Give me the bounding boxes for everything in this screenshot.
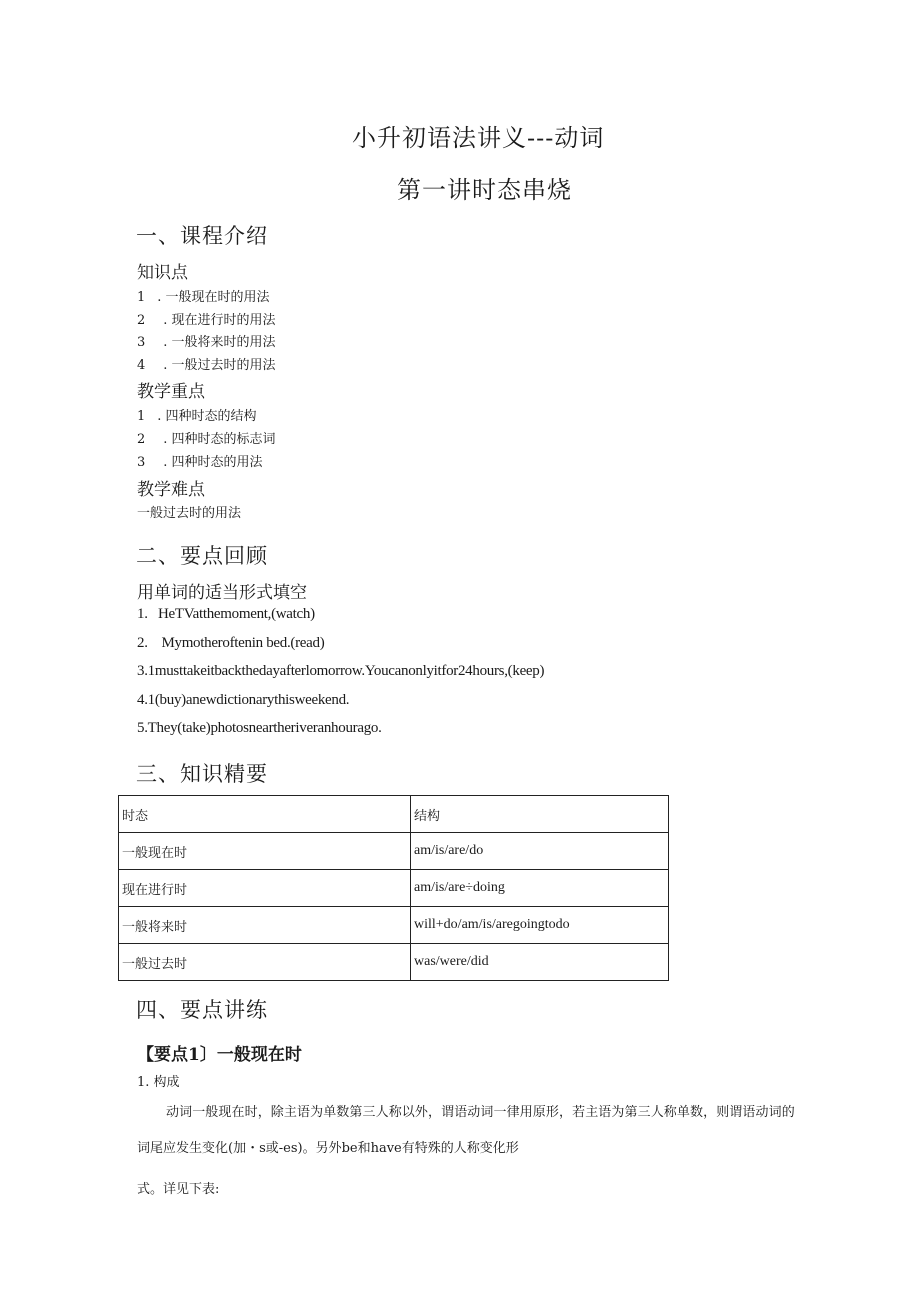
knowledge-item-number: 4 xyxy=(137,358,146,373)
table-row xyxy=(119,944,669,981)
point1-paragraph-line: 式。详见下表: xyxy=(137,1182,220,1197)
point1-paragraph-line: 词尾应发生变化(加・s或-es)。另外be和have有特殊的人称变化形 xyxy=(137,1141,519,1156)
section-heading-course-intro: 一、课程介绍 xyxy=(136,224,268,248)
table-header-cell: 结构 xyxy=(411,796,669,833)
focus-item-text: . 四种时态的标志词 xyxy=(163,432,276,447)
table-cell-tense: 一般现在时 xyxy=(119,833,411,870)
table-cell-tense: 一般过去时 xyxy=(119,944,411,981)
focus-item-text: . 四种时态的结构 xyxy=(157,409,257,424)
focus-item xyxy=(137,405,257,424)
exercise-item: 1. HeTVatthemoment,(watch) xyxy=(137,606,315,622)
table-header-row xyxy=(119,796,669,833)
document-subtitle: 第一讲时态串烧 xyxy=(397,176,572,204)
teaching-difficulty-text: 一般过去时的用法 xyxy=(137,506,242,521)
section-heading-practice: 四、要点讲练 xyxy=(136,998,268,1022)
knowledge-item-number: 1 xyxy=(137,290,146,305)
knowledge-item xyxy=(137,354,276,373)
document-title: 小升初语法讲义---动词 xyxy=(352,124,605,152)
table-row xyxy=(119,907,669,944)
table-cell-structure: am/is/are/do xyxy=(411,833,669,870)
knowledge-item xyxy=(137,331,276,350)
focus-item-number: 3 xyxy=(137,455,146,470)
table-header-cell: 时态 xyxy=(119,796,411,833)
teaching-focus-heading: 教学重点 xyxy=(137,382,205,402)
teaching-difficulty-heading: 教学难点 xyxy=(137,480,205,500)
exercise-item: 5.They(take)photosneartheriveranhourago. xyxy=(137,720,382,736)
focus-item-text: . 四种时态的用法 xyxy=(163,455,263,470)
table-row xyxy=(119,870,669,907)
section-heading-review: 二、要点回顾 xyxy=(136,544,268,568)
point1-paragraph-line: 动词一般现在时，除主语为单数第三人称以外，谓语动词一律用原形，若主语为第三人称单数，则谓语动词的 xyxy=(166,1105,795,1120)
knowledge-item-number: 2 xyxy=(137,313,146,328)
knowledge-item-text: . 现在进行时的用法 xyxy=(163,313,276,328)
knowledge-heading: 知识点 xyxy=(137,263,188,283)
table-cell-structure: was/were/did xyxy=(411,944,669,981)
focus-item-number: 2 xyxy=(137,432,146,447)
table-cell-structure: will+do/am/is/aregoingtodo xyxy=(411,907,669,944)
table-cell-tense: 一般将来时 xyxy=(119,907,411,944)
point1-subheading: 1. 构成 xyxy=(137,1075,180,1090)
focus-item xyxy=(137,428,276,447)
table-row xyxy=(119,833,669,870)
focus-item xyxy=(137,451,263,470)
knowledge-item-number: 3 xyxy=(137,335,146,350)
exercise-item: 3.1musttakeitbackthedayafterlomorrow.Youcanonlyitfor24hours,(keep) xyxy=(137,663,545,679)
knowledge-item-text: . 一般将来时的用法 xyxy=(163,335,276,350)
knowledge-item xyxy=(137,309,276,328)
knowledge-item-text: . 一般现在时的用法 xyxy=(157,290,270,305)
tense-structure-table xyxy=(118,795,669,981)
fill-in-instruction: 用单词的适当形式填空 xyxy=(137,583,307,603)
knowledge-item xyxy=(137,286,270,305)
table-cell-tense: 现在进行时 xyxy=(119,870,411,907)
exercise-item: 2. Mymotheroftenin bed.(read) xyxy=(137,635,325,651)
focus-item-number: 1 xyxy=(137,409,146,424)
section-heading-knowledge-essentials: 三、知识精要 xyxy=(136,762,268,786)
knowledge-item-text: . 一般过去时的用法 xyxy=(163,358,276,373)
point1-heading: 【要点1〕一般现在时 xyxy=(137,1045,302,1065)
exercise-item: 4.1(buy)anewdictionarythisweekend. xyxy=(137,692,350,708)
table-cell-structure: am/is/are÷doing xyxy=(411,870,669,907)
